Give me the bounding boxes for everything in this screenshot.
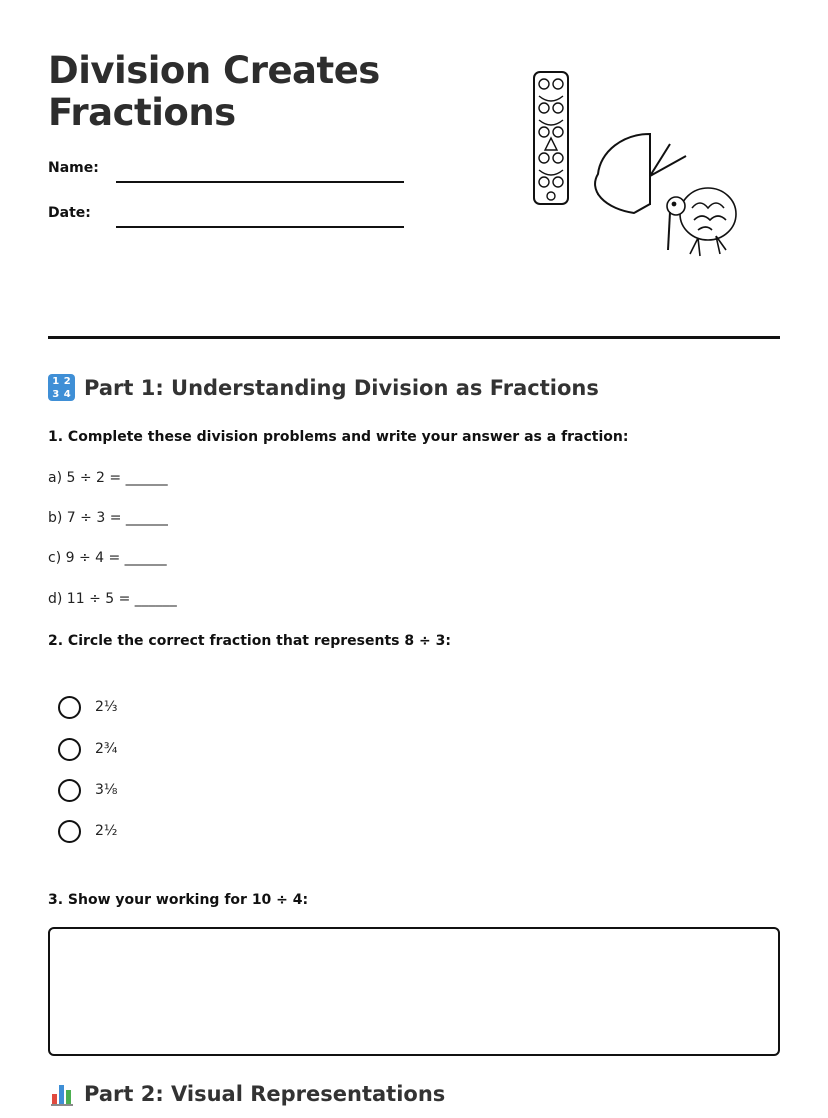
option-4[interactable] (58, 819, 117, 843)
section-divider (48, 336, 780, 339)
numbers-keycap-icon: 1 2 3 4 (48, 374, 75, 401)
part2-heading-text: Part 2: Visual Representations (84, 1081, 446, 1106)
question-2-prompt: 2. Circle the correct fraction that represents 8 ÷ 3: (48, 633, 451, 649)
part2-heading (48, 1080, 445, 1107)
radio-circle-icon[interactable] (58, 738, 81, 761)
name-label: Name: (48, 160, 99, 176)
name-field[interactable] (116, 181, 404, 183)
option-label: 2¾ (95, 741, 118, 757)
option-1[interactable] (58, 695, 117, 719)
radio-circle-icon[interactable] (58, 820, 81, 843)
maori-kiwi-illustration (530, 68, 740, 258)
part1-heading (48, 374, 599, 401)
worksheet-title: Division Creates Fractions (48, 49, 380, 134)
option-label: 2⅓ (95, 699, 118, 715)
problem-b[interactable]: b) 7 ÷ 3 = ______ (48, 510, 168, 526)
kiwi-bird-icon (667, 188, 736, 256)
option-label: 3⅛ (95, 782, 118, 798)
working-answer-box[interactable] (48, 927, 780, 1056)
problem-c[interactable]: c) 9 ÷ 4 = ______ (48, 550, 167, 566)
bar-chart-icon (48, 1080, 75, 1107)
problem-a[interactable]: a) 5 ÷ 2 = ______ (48, 470, 168, 486)
option-2[interactable] (58, 737, 117, 761)
option-label: 2½ (95, 823, 118, 839)
problem-d[interactable]: d) 11 ÷ 5 = ______ (48, 591, 177, 607)
option-3[interactable] (58, 778, 117, 802)
radio-circle-icon[interactable] (58, 779, 81, 802)
question-3-prompt: 3. Show your working for 10 ÷ 4: (48, 892, 309, 908)
date-label: Date: (48, 205, 91, 221)
carved-pou-icon (534, 72, 568, 204)
radio-circle-icon[interactable] (58, 696, 81, 719)
question-1-prompt: 1. Complete these division problems and write your answer as a fraction: (48, 429, 629, 445)
date-field[interactable] (116, 226, 404, 228)
part1-heading-text: Part 1: Understanding Division as Fractions (84, 375, 599, 400)
